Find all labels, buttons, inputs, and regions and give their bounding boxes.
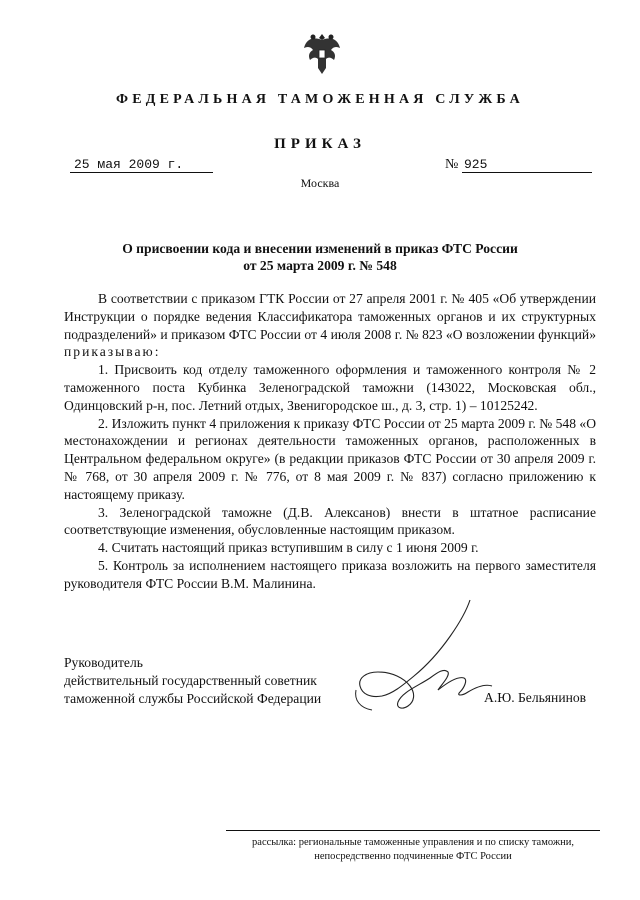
agency-name: ФЕДЕРАЛЬНАЯ ТАМОЖЕННАЯ СЛУЖБА (116, 92, 524, 107)
order-date: 25 мая 2009 г. (74, 157, 184, 172)
distribution-line-1: рассылка: региональные таможенные управления и по списку таможни, (252, 837, 574, 848)
clause-1: 1. Присвоить код отделу таможенного оформления и таможенного контроля № 2 таможенного поста Кубинка Зеленоградской таможни (143022, Московская обл., Одинцовский р-н, пос. Летний отдых, Звенигородское ш., д. 3, стр. 1) – 10125242. (64, 362, 596, 413)
signatory-position (64, 654, 321, 708)
double-headed-eagle-emblem-icon (302, 28, 342, 76)
clause-2: 2. Изложить пункт 4 приложения к приказу ФТС России от 25 марта 2009 г. № 548 «О местонахождении и регионах деятельности таможенных органов, расположенных в Центральном федеральном округе» (в редакции приказов ФТС России от 30 апреля 2009 г. № 768, от 30 апреля 2009 г. № 776, от 8 мая 2009 г. № 837) согласно приложению к настоящему приказу. (64, 415, 597, 502)
preamble-paragraph (64, 290, 596, 361)
number-underline (462, 172, 592, 173)
distribution-note (226, 836, 600, 864)
order-number-label: № (445, 157, 459, 172)
clause-4: 4. Считать настоящий приказ вступившим в силу с 1 июня 2009 г. (98, 540, 479, 556)
order-body (64, 290, 596, 593)
order-number: 925 (464, 157, 488, 172)
distribution-line-2: непосредственно подчиненные ФТС России (314, 851, 512, 862)
title-line-1: О присвоении кода и внесении изменений в приказ ФТС России (122, 241, 518, 256)
signatory-name: А.Ю. Бельянинов (484, 690, 587, 705)
order-word: приказываю: (64, 344, 161, 360)
order-title (60, 240, 580, 274)
clause-3: 3. Зеленоградской таможне (Д.В. Алексанов) внести в штатное расписание соответствующие изменения, обусловленные настоящим приказом. (64, 504, 596, 538)
signatory-line-2: действительный государственный советник (64, 673, 317, 688)
footer-divider (226, 830, 600, 831)
document-type: ПРИКАЗ (274, 136, 366, 152)
signatory-line-3: таможенной службы Российской Федерации (64, 691, 322, 706)
clause-5: 5. Контроль за исполнением настоящего приказа возложить на первого заместителя руководителя ФТС России В.М. Малинина. (64, 557, 596, 591)
title-line-2: от 25 марта 2009 г. № 548 (243, 258, 397, 273)
city: Москва (300, 176, 340, 190)
date-underline (70, 172, 213, 173)
signatory-line-1: Руководитель (64, 655, 143, 670)
preamble-text: В соответствии с приказом ГТК России от 27 апреля 2001 г. № 405 «Об утверждении Инструкции о порядке ведения Классификатора таможенных органов и их структурных подразделений» и приказом ФТС России от 4 июля 2008 г. № 823 «О возложении функций» (64, 291, 596, 342)
